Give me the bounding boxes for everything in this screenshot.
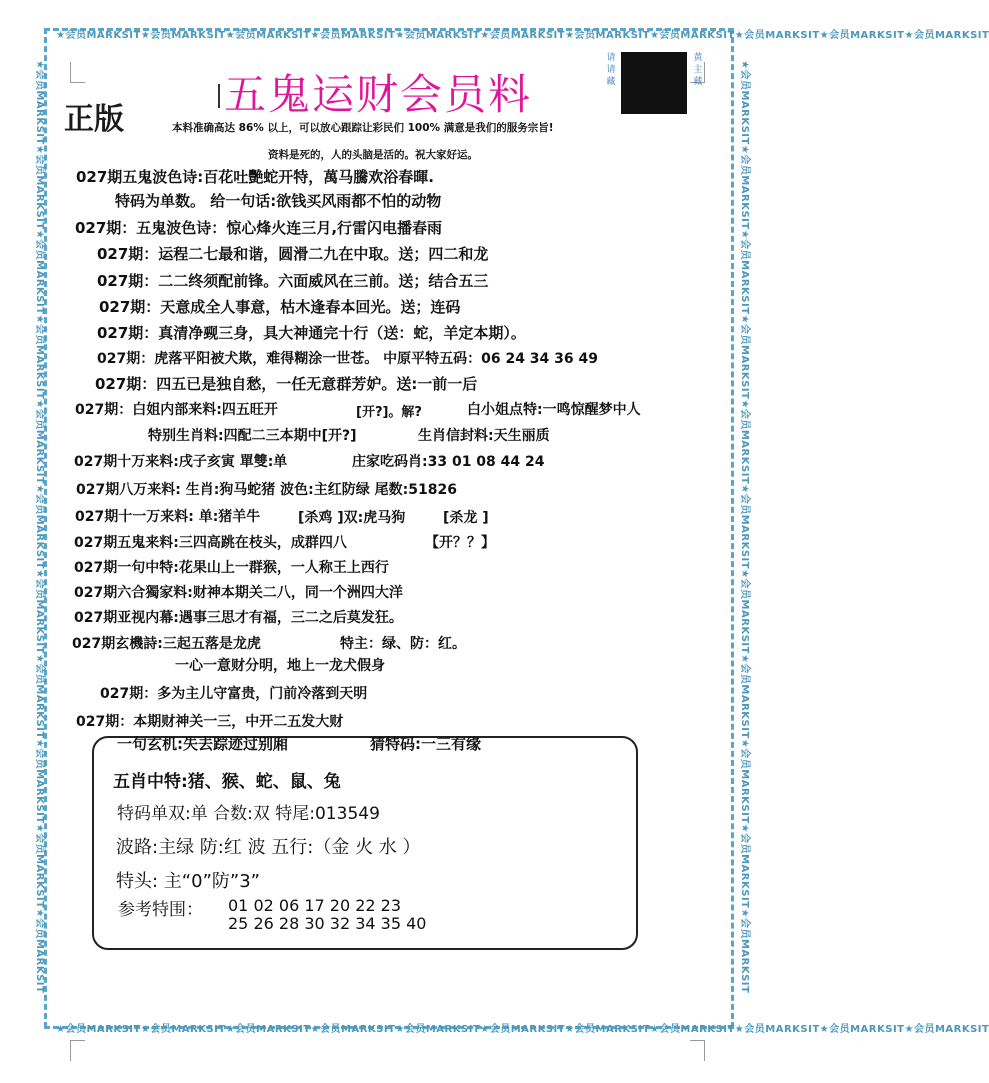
text-line: 027期：四五已是独自愁，一任无意群芳妒。送:一前一后 bbox=[95, 375, 478, 393]
subtitle-luck: 资料是死的，人的头脑是活的。祝大家好运。 bbox=[268, 149, 478, 161]
text-line: 027期：运程二七最和谐，圆滑二九在中取。送；四二和龙 bbox=[97, 245, 489, 263]
watermark-bottom: ★会员MARKSIT★会员MARKSIT★会员MARKSIT★会员MARKSIT★会员MARKSIT★会员MARKSIT★会员MARKSIT★会员MARKSIT★会员MARKSIT★会员MARKSIT★会员MARKSIT bbox=[56, 1024, 989, 1035]
text-line: 027期：白姐内部来料:四五旺开 bbox=[75, 402, 278, 418]
genuine-badge: 正版 bbox=[64, 102, 124, 137]
text-line: 特码为单数。 给一句话:欲钱买风雨都不怕的动物 bbox=[115, 192, 442, 210]
title-cursor-bar bbox=[218, 84, 220, 108]
text-line: 027期：五鬼波色诗：惊心烽火连三月,行雷闪电播春雨 bbox=[75, 219, 443, 237]
text-line: 027期：真清净觋三身，具大神通完十行（送：蛇，羊定本期）。 bbox=[97, 324, 526, 342]
crop-mark bbox=[70, 62, 85, 83]
watermark-left: ★会员MARKSIT★会员MARKSIT★会员MARKSIT★会员MARKSIT★会员MARKSIT★会员MARKSIT★会员MARKSIT★会员MARKSIT★会员MARKSIT★会员MARKSIT★会员MARKSIT bbox=[34, 60, 45, 994]
qr-code-block bbox=[621, 52, 687, 114]
text-line: 027期：多为主儿守富贵，门前冷落到天明 bbox=[100, 686, 368, 702]
text-line: 027期六合獨家料:财神本期关二八，同一个洲四大洋 bbox=[74, 585, 403, 601]
reference-row-1: 01 02 06 17 20 22 23 bbox=[228, 896, 402, 915]
watermark-right: ★会员MARKSIT★会员MARKSIT★会员MARKSIT★会员MARKSIT★会员MARKSIT★会员MARKSIT★会员MARKSIT★会员MARKSIT★会员MARKSIT★会员MARKSIT★会员MARKSIT bbox=[739, 60, 750, 994]
text-line: 027期亚视内幕:遇事三思才有福，三二之后莫发狂。 bbox=[74, 610, 403, 626]
crop-mark bbox=[70, 1040, 85, 1061]
text-line: 027期五鬼来料:三四高跳在枝头，成群四八 bbox=[74, 535, 347, 551]
head-text: 特头: 主“0”防”3” bbox=[116, 871, 260, 892]
text-line: [杀龙 ] bbox=[443, 510, 489, 526]
text-line: 白小姐点特:一鸣惊醒梦中人 bbox=[467, 402, 641, 418]
reference-label: 参考特围： bbox=[118, 900, 203, 920]
text-line: 027期：二二终须配前锋。六面威风在三前。送；结合五三 bbox=[97, 272, 489, 290]
five-zodiac-text: 五肖中特:猪、猴、蛇、鼠、兔 bbox=[113, 772, 341, 792]
reference-row-2: 25 26 28 30 32 34 35 40 bbox=[228, 914, 427, 933]
text-line: 特别生肖料:四配二三本期中[开?] bbox=[148, 428, 357, 444]
text-line: 生肖信封料:天生丽质 bbox=[418, 428, 550, 444]
qr-side-label-left: 请请藏 bbox=[606, 53, 616, 87]
page-title: 五鬼运财会员料 bbox=[224, 70, 533, 119]
text-line: 一心一意财分明，地上一龙犬假身 bbox=[175, 658, 385, 674]
frame-right-border bbox=[731, 28, 734, 1028]
text-line: 027期：本期财神关一三，中开二五发大财 bbox=[76, 714, 344, 730]
text-line: 027期一句中特:花果山上一群猴，一人称王上西行 bbox=[74, 560, 389, 576]
text-line: 027期八万来料: 生肖:狗马蛇猪 波色:主红防绿 尾数:51826 bbox=[76, 482, 457, 498]
text-line: 027期：天意成全人事意，枯木逢春本回光。送；连码 bbox=[99, 298, 461, 316]
text-line: 庄家吃码肖:33 01 08 44 24 bbox=[352, 454, 545, 470]
guess-text: 猜特码:一三有缘 bbox=[370, 735, 481, 753]
crop-mark bbox=[690, 1040, 705, 1061]
text-line: 027期：虎落平阳被犬欺，难得糊涂一世苍。 中原平特五码：06 24 34 36 49 bbox=[97, 351, 599, 367]
text-line: 特主：绿、防：红。 bbox=[340, 636, 466, 652]
watermark-top: ★会员MARKSIT★会员MARKSIT★会员MARKSIT★会员MARKSIT★会员MARKSIT★会员MARKSIT★会员MARKSIT★会员MARKSIT★会员MARKSIT★会员MARKSIT★会员MARKSIT bbox=[56, 30, 989, 41]
text-line: [杀鸡 ]双:虎马狗 bbox=[298, 510, 406, 526]
text-line: 027期玄機詩:三起五落是龙虎 bbox=[72, 636, 261, 652]
subtitle-accuracy: 本料准确高达 86% 以上，可以放心跟踪让彩民们 100% 满意是我们的服务宗旨! bbox=[172, 122, 554, 134]
text-line: 027期十一万来料: 单:猪羊牛 bbox=[75, 509, 261, 525]
wave-text: 波路:主绿 防:红 波 五行:（金 火 水 ） bbox=[116, 837, 421, 858]
qr-side-label-right: 黄主藏 bbox=[693, 53, 703, 87]
text-line: [开?]。解? bbox=[356, 405, 422, 420]
text-line: 027期十万来料:戌子亥寅 單雙:单 bbox=[74, 454, 288, 470]
text-line: 【开？？】 bbox=[425, 535, 495, 551]
odd-even-text: 特码单双:单 合数:双 特尾:013549 bbox=[117, 804, 380, 824]
text-line: 027期五鬼波色诗:百花吐艷蛇开特，萬马騰欢浴春暉. bbox=[76, 168, 435, 186]
riddle-text: 一句玄机:失去踪迹过别厢 bbox=[117, 735, 288, 753]
